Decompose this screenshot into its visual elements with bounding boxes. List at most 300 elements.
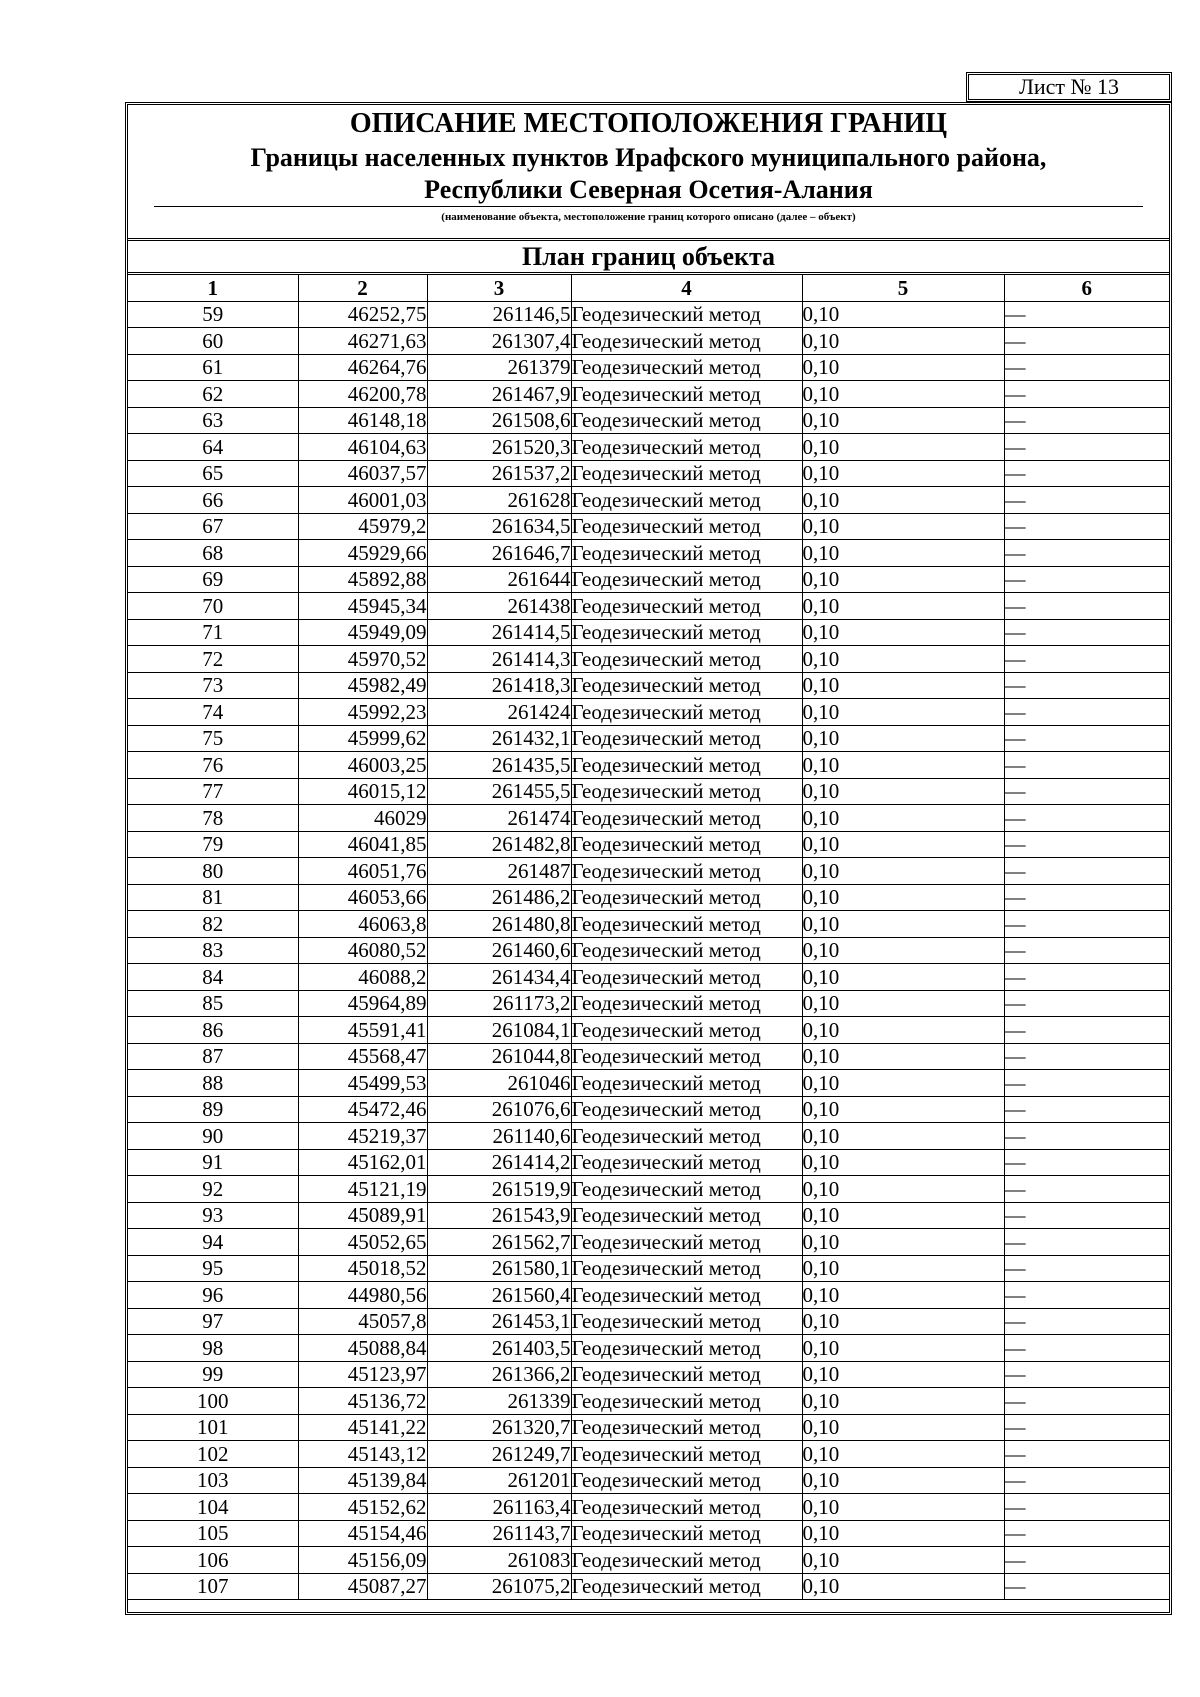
coord-x-cell: 46271,63 [298, 328, 427, 355]
coord-x-cell: 46001,03 [298, 487, 427, 514]
method-cell: Геодезический метод [571, 778, 802, 805]
accuracy-cell: 0,10 [802, 354, 1004, 381]
note-cell: — [1004, 778, 1169, 805]
method-cell: Геодезический метод [571, 725, 802, 752]
accuracy-cell: 0,10 [802, 487, 1004, 514]
coord-x-cell: 45087,27 [298, 1573, 427, 1600]
method-cell: Геодезический метод [571, 487, 802, 514]
point-number-cell: 101 [128, 1414, 298, 1441]
note-cell: — [1004, 566, 1169, 593]
method-cell: Геодезический метод [571, 1441, 802, 1468]
method-cell: Геодезический метод [571, 831, 802, 858]
method-cell: Геодезический метод [571, 407, 802, 434]
method-cell: Геодезический метод [571, 1573, 802, 1600]
accuracy-cell: 0,10 [802, 407, 1004, 434]
point-number-cell: 71 [128, 619, 298, 646]
method-cell: Геодезический метод [571, 1388, 802, 1415]
point-number-cell: 107 [128, 1573, 298, 1600]
method-cell: Геодезический метод [571, 460, 802, 487]
note-cell: — [1004, 1414, 1169, 1441]
table-row [128, 407, 1169, 434]
coord-y-cell: 261083 [427, 1547, 571, 1574]
coord-y-cell: 261453,1 [427, 1308, 571, 1335]
point-number-cell: 87 [128, 1043, 298, 1070]
accuracy-cell: 0,10 [802, 540, 1004, 567]
coord-y-cell: 261414,5 [427, 619, 571, 646]
note-cell: — [1004, 990, 1169, 1017]
point-number-cell: 86 [128, 1017, 298, 1044]
coord-y-cell: 261249,7 [427, 1441, 571, 1468]
coord-x-cell: 46088,2 [298, 964, 427, 991]
column-header: 4 [571, 275, 802, 301]
coord-x-cell: 46041,85 [298, 831, 427, 858]
table-row [128, 725, 1169, 752]
coord-y-cell: 261508,6 [427, 407, 571, 434]
method-cell: Геодезический метод [571, 1229, 802, 1256]
table-row [128, 301, 1169, 328]
coord-y-cell: 261543,9 [427, 1202, 571, 1229]
point-number-cell: 89 [128, 1096, 298, 1123]
coord-x-cell: 45088,84 [298, 1335, 427, 1362]
note-cell: — [1004, 1176, 1169, 1203]
accuracy-cell: 0,10 [802, 1043, 1004, 1070]
point-number-cell: 59 [128, 301, 298, 328]
coord-x-cell: 46053,66 [298, 884, 427, 911]
coord-y-cell: 261075,2 [427, 1573, 571, 1600]
table-row [128, 858, 1169, 885]
section-title: План границ объекта [128, 241, 1169, 275]
note-cell: — [1004, 593, 1169, 620]
accuracy-cell: 0,10 [802, 460, 1004, 487]
document-frame [125, 102, 1172, 1615]
table-row [128, 1255, 1169, 1282]
point-number-cell: 63 [128, 407, 298, 434]
table-row [128, 937, 1169, 964]
accuracy-cell: 0,10 [802, 566, 1004, 593]
coord-x-cell: 46252,75 [298, 301, 427, 328]
table-row [128, 381, 1169, 408]
coord-x-cell: 45992,23 [298, 699, 427, 726]
accuracy-cell: 0,10 [802, 1096, 1004, 1123]
point-number-cell: 68 [128, 540, 298, 567]
table-row [128, 513, 1169, 540]
accuracy-cell: 0,10 [802, 513, 1004, 540]
accuracy-cell: 0,10 [802, 1414, 1004, 1441]
note-cell: — [1004, 1494, 1169, 1521]
point-number-cell: 94 [128, 1229, 298, 1256]
coord-y-cell: 261435,5 [427, 752, 571, 779]
method-cell: Геодезический метод [571, 858, 802, 885]
coord-y-cell: 261460,6 [427, 937, 571, 964]
point-number-cell: 64 [128, 434, 298, 461]
object-name-line-2: Республики Северная Осетия-Алания [424, 175, 873, 204]
table-row [128, 1123, 1169, 1150]
table-row [128, 831, 1169, 858]
coord-x-cell: 45162,01 [298, 1149, 427, 1176]
table-row [128, 1202, 1169, 1229]
table-row [128, 1017, 1169, 1044]
coord-x-cell: 45964,89 [298, 990, 427, 1017]
note-cell: — [1004, 540, 1169, 567]
point-number-cell: 65 [128, 460, 298, 487]
coord-x-cell: 45999,62 [298, 725, 427, 752]
table-row [128, 1043, 1169, 1070]
table-row [128, 752, 1169, 779]
coord-y-cell: 261537,2 [427, 460, 571, 487]
point-number-cell: 96 [128, 1282, 298, 1309]
point-number-cell: 98 [128, 1335, 298, 1362]
method-cell: Геодезический метод [571, 672, 802, 699]
point-number-cell: 62 [128, 381, 298, 408]
point-number-cell: 77 [128, 778, 298, 805]
table-row [128, 328, 1169, 355]
coord-x-cell: 45499,53 [298, 1070, 427, 1097]
accuracy-cell: 0,10 [802, 752, 1004, 779]
table-row [128, 619, 1169, 646]
coord-x-cell: 45154,46 [298, 1520, 427, 1547]
coord-y-cell: 261414,2 [427, 1149, 571, 1176]
coord-x-cell: 45472,46 [298, 1096, 427, 1123]
point-number-cell: 93 [128, 1202, 298, 1229]
point-number-cell: 102 [128, 1441, 298, 1468]
coord-y-cell: 261580,1 [427, 1255, 571, 1282]
note-cell: — [1004, 672, 1169, 699]
method-cell: Геодезический метод [571, 1494, 802, 1521]
table-row [128, 354, 1169, 381]
note-cell: — [1004, 460, 1169, 487]
coord-x-cell: 45156,09 [298, 1547, 427, 1574]
point-number-cell: 61 [128, 354, 298, 381]
table-row [128, 1573, 1169, 1600]
table-row [128, 699, 1169, 726]
table-row [128, 593, 1169, 620]
point-number-cell: 78 [128, 805, 298, 832]
method-cell: Геодезический метод [571, 566, 802, 593]
point-number-cell: 85 [128, 990, 298, 1017]
coord-x-cell: 45152,62 [298, 1494, 427, 1521]
coord-y-cell: 261628 [427, 487, 571, 514]
table-row [128, 1414, 1169, 1441]
point-number-cell: 84 [128, 964, 298, 991]
note-cell: — [1004, 805, 1169, 832]
coord-y-cell: 261366,2 [427, 1361, 571, 1388]
note-cell: — [1004, 725, 1169, 752]
point-number-cell: 104 [128, 1494, 298, 1521]
column-header: 2 [298, 275, 427, 301]
column-header: 1 [128, 275, 298, 301]
coord-x-cell: 44980,56 [298, 1282, 427, 1309]
table-row [128, 434, 1169, 461]
accuracy-cell: 0,10 [802, 1335, 1004, 1362]
accuracy-cell: 0,10 [802, 1255, 1004, 1282]
accuracy-cell: 0,10 [802, 778, 1004, 805]
method-cell: Геодезический метод [571, 937, 802, 964]
accuracy-cell: 0,10 [802, 646, 1004, 673]
column-header-row [128, 275, 1169, 301]
note-cell: — [1004, 1282, 1169, 1309]
coord-x-cell: 45591,41 [298, 1017, 427, 1044]
note-cell: — [1004, 752, 1169, 779]
note-cell: — [1004, 1573, 1169, 1600]
accuracy-cell: 0,10 [802, 1017, 1004, 1044]
accuracy-cell: 0,10 [802, 911, 1004, 938]
point-number-cell: 97 [128, 1308, 298, 1335]
coord-x-cell: 45949,09 [298, 619, 427, 646]
accuracy-cell: 0,10 [802, 1282, 1004, 1309]
accuracy-cell: 0,10 [802, 1573, 1004, 1600]
table-row [128, 1149, 1169, 1176]
accuracy-cell: 0,10 [802, 937, 1004, 964]
note-cell: — [1004, 328, 1169, 355]
coord-y-cell: 261644 [427, 566, 571, 593]
method-cell: Геодезический метод [571, 1467, 802, 1494]
table-row [128, 1176, 1169, 1203]
coord-y-cell: 261455,5 [427, 778, 571, 805]
coord-y-cell: 261320,7 [427, 1414, 571, 1441]
note-cell: — [1004, 513, 1169, 540]
method-cell: Геодезический метод [571, 1255, 802, 1282]
coord-y-cell: 261424 [427, 699, 571, 726]
table-row [128, 964, 1169, 991]
note-cell: — [1004, 884, 1169, 911]
point-number-cell: 79 [128, 831, 298, 858]
coord-y-cell: 261520,3 [427, 434, 571, 461]
method-cell: Геодезический метод [571, 381, 802, 408]
accuracy-cell: 0,10 [802, 1494, 1004, 1521]
object-name-line-1: Границы населенных пунктов Ирафского муниципального района, [250, 143, 1047, 172]
coord-x-cell: 45123,97 [298, 1361, 427, 1388]
method-cell: Геодезический метод [571, 805, 802, 832]
method-cell: Геодезический метод [571, 593, 802, 620]
column-header: 3 [427, 275, 571, 301]
coord-x-cell: 45018,52 [298, 1255, 427, 1282]
accuracy-cell: 0,10 [802, 831, 1004, 858]
accuracy-cell: 0,10 [802, 672, 1004, 699]
accuracy-cell: 0,10 [802, 884, 1004, 911]
point-number-cell: 69 [128, 566, 298, 593]
method-cell: Геодезический метод [571, 1043, 802, 1070]
coord-x-cell: 46063,8 [298, 911, 427, 938]
coord-x-cell: 45892,88 [298, 566, 427, 593]
sheet-number: Лист № 13 [966, 72, 1172, 102]
accuracy-cell: 0,10 [802, 858, 1004, 885]
coord-x-cell: 46080,52 [298, 937, 427, 964]
coord-y-cell: 261482,8 [427, 831, 571, 858]
note-cell: — [1004, 858, 1169, 885]
table-row [128, 805, 1169, 832]
coord-y-cell: 261467,9 [427, 381, 571, 408]
coord-y-cell: 261146,5 [427, 301, 571, 328]
point-number-cell: 106 [128, 1547, 298, 1574]
coord-x-cell: 45089,91 [298, 1202, 427, 1229]
coord-x-cell: 46015,12 [298, 778, 427, 805]
note-cell: — [1004, 1547, 1169, 1574]
note-cell: — [1004, 619, 1169, 646]
table-row [128, 566, 1169, 593]
coord-y-cell: 261163,4 [427, 1494, 571, 1521]
method-cell: Геодезический метод [571, 911, 802, 938]
coord-x-cell: 45945,34 [298, 593, 427, 620]
coord-y-cell: 261560,4 [427, 1282, 571, 1309]
coord-y-cell: 261480,8 [427, 911, 571, 938]
note-cell: — [1004, 487, 1169, 514]
method-cell: Геодезический метод [571, 434, 802, 461]
note-cell: — [1004, 937, 1169, 964]
note-cell: — [1004, 1202, 1169, 1229]
coord-y-cell: 261044,8 [427, 1043, 571, 1070]
point-number-cell: 76 [128, 752, 298, 779]
coord-x-cell: 45929,66 [298, 540, 427, 567]
note-cell: — [1004, 1043, 1169, 1070]
accuracy-cell: 0,10 [802, 1176, 1004, 1203]
boundary-table-body [128, 275, 1169, 1600]
method-cell: Геодезический метод [571, 1547, 802, 1574]
coord-y-cell: 261519,9 [427, 1176, 571, 1203]
accuracy-cell: 0,10 [802, 699, 1004, 726]
coord-x-cell: 45139,84 [298, 1467, 427, 1494]
coord-y-cell: 261084,1 [427, 1017, 571, 1044]
accuracy-cell: 0,10 [802, 1361, 1004, 1388]
accuracy-cell: 0,10 [802, 381, 1004, 408]
note-cell: — [1004, 831, 1169, 858]
coord-x-cell: 46200,78 [298, 381, 427, 408]
table-row [128, 540, 1169, 567]
table-row [128, 672, 1169, 699]
accuracy-cell: 0,10 [802, 1229, 1004, 1256]
coord-y-cell: 261403,5 [427, 1335, 571, 1362]
coord-x-cell: 45121,19 [298, 1176, 427, 1203]
coord-y-cell: 261486,2 [427, 884, 571, 911]
accuracy-cell: 0,10 [802, 1467, 1004, 1494]
method-cell: Геодезический метод [571, 354, 802, 381]
note-cell: — [1004, 381, 1169, 408]
method-cell: Геодезический метод [571, 699, 802, 726]
point-number-cell: 60 [128, 328, 298, 355]
accuracy-cell: 0,10 [802, 725, 1004, 752]
coord-y-cell: 261434,4 [427, 964, 571, 991]
coord-y-cell: 261379 [427, 354, 571, 381]
coord-x-cell: 45979,2 [298, 513, 427, 540]
note-cell: — [1004, 407, 1169, 434]
table-row [128, 487, 1169, 514]
accuracy-cell: 0,10 [802, 1123, 1004, 1150]
coord-x-cell: 46104,63 [298, 434, 427, 461]
method-cell: Геодезический метод [571, 1070, 802, 1097]
accuracy-cell: 0,10 [802, 1070, 1004, 1097]
note-cell: — [1004, 1308, 1169, 1335]
document-header [128, 105, 1169, 241]
point-number-cell: 88 [128, 1070, 298, 1097]
coord-y-cell: 261474 [427, 805, 571, 832]
note-cell: — [1004, 646, 1169, 673]
method-cell: Геодезический метод [571, 884, 802, 911]
coord-y-cell: 261046 [427, 1070, 571, 1097]
coord-y-cell: 261307,4 [427, 328, 571, 355]
coord-x-cell: 46148,18 [298, 407, 427, 434]
point-number-cell: 92 [128, 1176, 298, 1203]
coord-x-cell: 46051,76 [298, 858, 427, 885]
point-number-cell: 95 [128, 1255, 298, 1282]
coord-x-cell: 46037,57 [298, 460, 427, 487]
coord-y-cell: 261140,6 [427, 1123, 571, 1150]
table-row [128, 646, 1169, 673]
method-cell: Геодезический метод [571, 1096, 802, 1123]
table-row [128, 1308, 1169, 1335]
method-cell: Геодезический метод [571, 1520, 802, 1547]
coord-x-cell: 45219,37 [298, 1123, 427, 1150]
coord-x-cell: 45143,12 [298, 1441, 427, 1468]
accuracy-cell: 0,10 [802, 1308, 1004, 1335]
coord-y-cell: 261438 [427, 593, 571, 620]
table-row [128, 1441, 1169, 1468]
coord-x-cell: 45970,52 [298, 646, 427, 673]
coord-x-cell: 45136,72 [298, 1388, 427, 1415]
table-row [128, 990, 1169, 1017]
accuracy-cell: 0,10 [802, 619, 1004, 646]
accuracy-cell: 0,10 [802, 434, 1004, 461]
table-row [128, 1520, 1169, 1547]
note-cell: — [1004, 699, 1169, 726]
coord-y-cell: 261201 [427, 1467, 571, 1494]
method-cell: Геодезический метод [571, 328, 802, 355]
accuracy-cell: 0,10 [802, 805, 1004, 832]
method-cell: Геодезический метод [571, 540, 802, 567]
note-cell: — [1004, 1017, 1169, 1044]
table-row [128, 1494, 1169, 1521]
caption-rule [154, 206, 1143, 207]
point-number-cell: 70 [128, 593, 298, 620]
note-cell: — [1004, 301, 1169, 328]
note-cell: — [1004, 1441, 1169, 1468]
accuracy-cell: 0,10 [802, 1202, 1004, 1229]
note-cell: — [1004, 1255, 1169, 1282]
table-row [128, 1229, 1169, 1256]
method-cell: Геодезический метод [571, 1202, 802, 1229]
table-row [128, 1467, 1169, 1494]
method-cell: Геодезический метод [571, 1149, 802, 1176]
method-cell: Геодезический метод [571, 1361, 802, 1388]
point-number-cell: 91 [128, 1149, 298, 1176]
table-row [128, 1388, 1169, 1415]
note-cell: — [1004, 354, 1169, 381]
coord-y-cell: 261646,7 [427, 540, 571, 567]
method-cell: Геодезический метод [571, 1176, 802, 1203]
column-header: 6 [1004, 275, 1169, 301]
method-cell: Геодезический метод [571, 301, 802, 328]
coord-y-cell: 261634,5 [427, 513, 571, 540]
coord-x-cell: 46029 [298, 805, 427, 832]
accuracy-cell: 0,10 [802, 328, 1004, 355]
coord-y-cell: 261076,6 [427, 1096, 571, 1123]
method-cell: Геодезический метод [571, 964, 802, 991]
accuracy-cell: 0,10 [802, 1441, 1004, 1468]
accuracy-cell: 0,10 [802, 301, 1004, 328]
table-row [128, 460, 1169, 487]
point-number-cell: 75 [128, 725, 298, 752]
method-cell: Геодезический метод [571, 1414, 802, 1441]
note-cell: — [1004, 1361, 1169, 1388]
method-cell: Геодезический метод [571, 1282, 802, 1309]
coord-y-cell: 261418,3 [427, 672, 571, 699]
table-row [128, 1070, 1169, 1097]
coord-x-cell: 45141,22 [298, 1414, 427, 1441]
table-row [128, 1547, 1169, 1574]
coord-x-cell: 46003,25 [298, 752, 427, 779]
coord-y-cell: 261414,3 [427, 646, 571, 673]
table-row [128, 1361, 1169, 1388]
table-row [128, 884, 1169, 911]
coord-x-cell: 46264,76 [298, 354, 427, 381]
